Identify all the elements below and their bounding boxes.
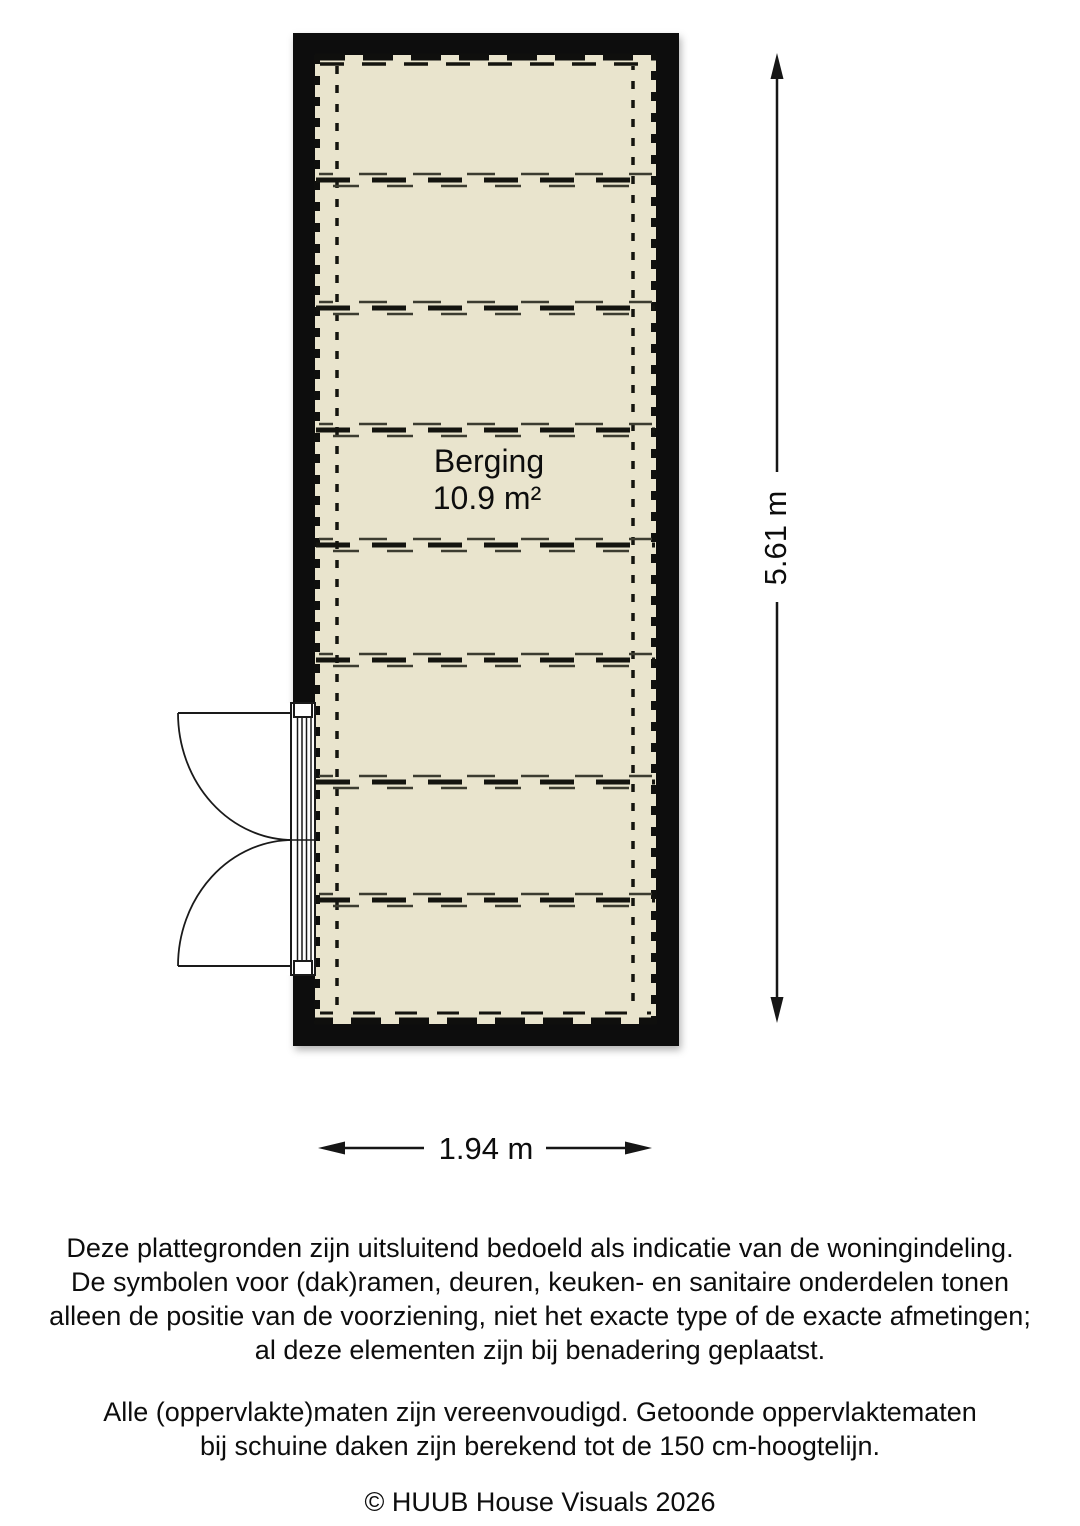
disclaimer-line: alleen de positie van de voorziening, niet het exacte type of de exacte afmetingen; <box>49 1301 1031 1331</box>
room-name-label: Berging <box>433 443 545 479</box>
dim-horizontal-label: 1.94 m <box>438 1131 534 1166</box>
arrow-up-icon <box>771 53 784 79</box>
disclaimer-line: Alle (oppervlakte)maten zijn vereenvoudigd. Getoonde oppervlaktematen <box>103 1397 977 1427</box>
arrow-left-icon <box>318 1142 345 1155</box>
disclaimer-line: bij schuine daken zijn berekend tot de 150 cm-hoogtelijn. <box>200 1431 880 1461</box>
disclaimer-line: Deze plattegronden zijn uitsluitend bedoeld als indicatie van de woningindeling. <box>66 1233 1014 1263</box>
disclaimer-line: De symbolen voor (dak)ramen, deuren, keuken- en sanitaire onderdelen tonen <box>70 1267 1010 1297</box>
door-swing-arc-top <box>178 713 293 840</box>
dim-vertical <box>758 53 793 1023</box>
disclaimer-paragraph-1 <box>0 1231 1080 1367</box>
dim-horizontal <box>318 1131 652 1166</box>
disclaimer <box>0 1231 1080 1463</box>
door-double <box>178 703 315 975</box>
disclaimer-paragraph-2 <box>0 1395 1080 1463</box>
arrow-right-icon <box>625 1142 652 1155</box>
door-frame-cap-bottom <box>294 961 312 975</box>
arrow-down-icon <box>771 997 784 1023</box>
disclaimer-line: al deze elementen zijn bij benadering geplaatst. <box>254 1335 826 1365</box>
copyright-text: © HUUB House Visuals 2026 <box>364 1487 716 1517</box>
door-swing-arc-bottom <box>178 840 293 966</box>
room-area-label: 10.9 m² <box>432 480 542 516</box>
dim-vertical-label: 5.61 m <box>758 490 793 586</box>
door-frame-cap-top <box>294 703 312 717</box>
footer-text-block <box>0 1231 1080 1519</box>
